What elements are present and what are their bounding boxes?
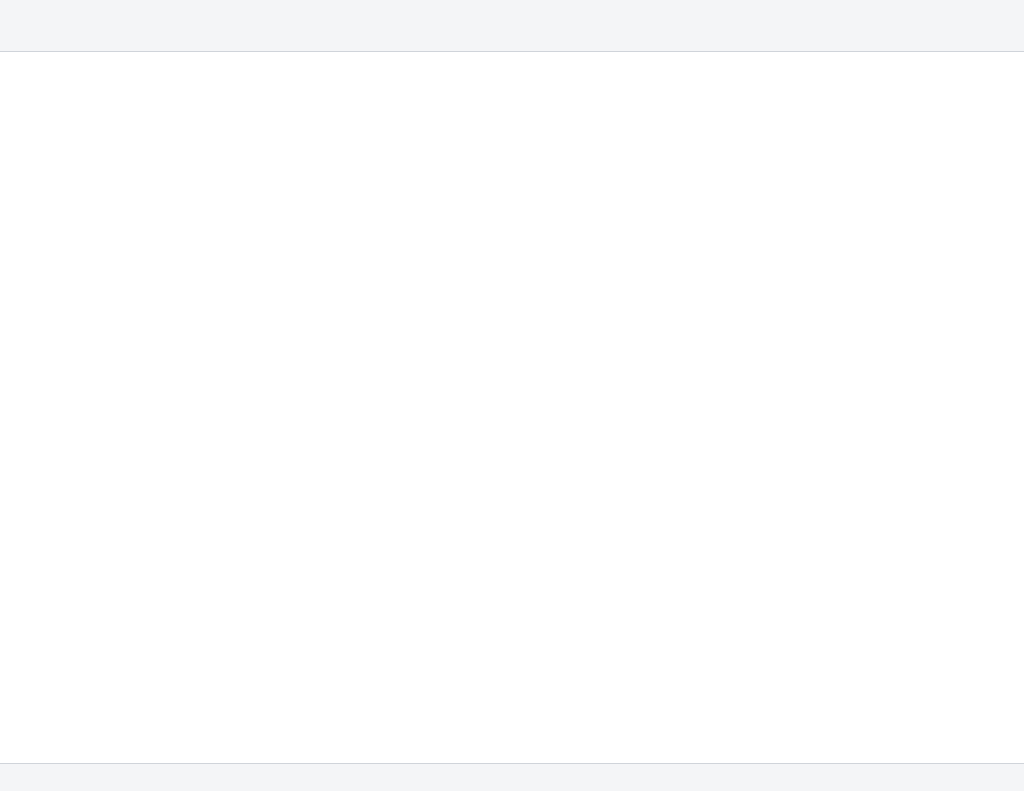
status-bar	[0, 763, 1024, 791]
main-content	[0, 52, 1024, 763]
app-header	[0, 0, 1024, 52]
